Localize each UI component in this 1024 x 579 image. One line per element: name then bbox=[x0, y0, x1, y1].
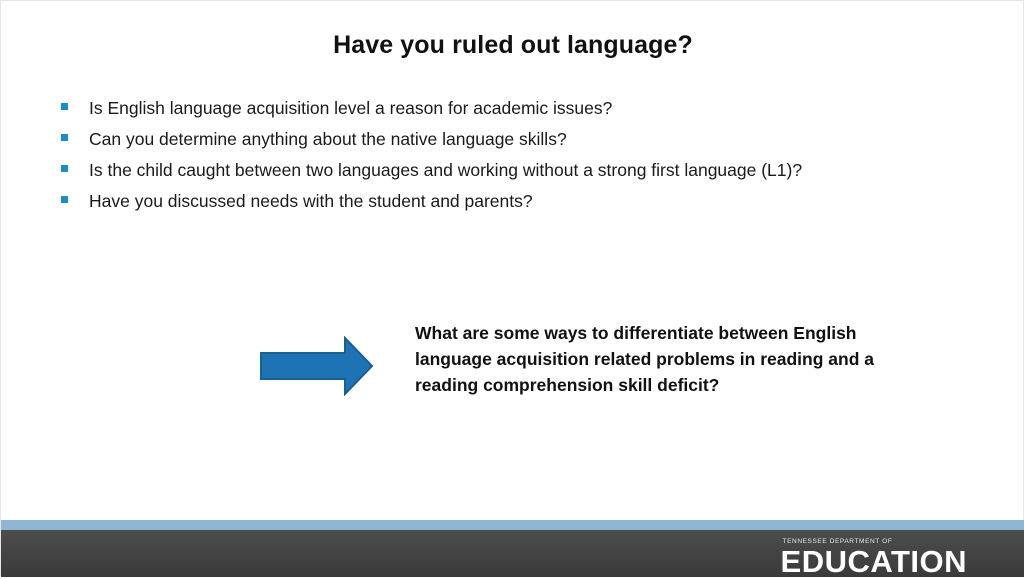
bullet-text: Can you determine anything about the native language skills? bbox=[89, 129, 567, 149]
logo-title: EDUCATION bbox=[780, 544, 967, 579]
square-bullet-icon bbox=[61, 134, 68, 141]
logo-subtitle: TENNESSEE DEPARTMENT OF bbox=[782, 538, 893, 545]
footer-accent-bar bbox=[1, 520, 1024, 530]
bullet-item bbox=[61, 155, 961, 186]
right-arrow-icon bbox=[259, 336, 375, 396]
bullet-item bbox=[61, 186, 961, 217]
bullet-item bbox=[61, 93, 961, 124]
bullet-text: Is English language acquisition level a reason for academic issues? bbox=[89, 98, 613, 118]
square-bullet-icon bbox=[61, 196, 68, 203]
bullet-text: Have you discussed needs with the student and parents? bbox=[89, 191, 533, 211]
bullet-text: Is the child caught between two languages and working without a strong first language (L1)? bbox=[89, 160, 803, 180]
callout-question: What are some ways to differentiate between English language acquisition related problems in reading and a reading comprehension skill deficit? bbox=[415, 323, 874, 395]
bullet-item bbox=[61, 124, 961, 155]
slide-title: Have you ruled out language? bbox=[333, 31, 693, 59]
square-bullet-icon bbox=[61, 165, 68, 172]
footer-bar bbox=[1, 530, 1024, 577]
square-bullet-icon bbox=[61, 103, 68, 110]
tn-education-logo bbox=[781, 538, 967, 577]
bullet-list bbox=[61, 93, 961, 217]
